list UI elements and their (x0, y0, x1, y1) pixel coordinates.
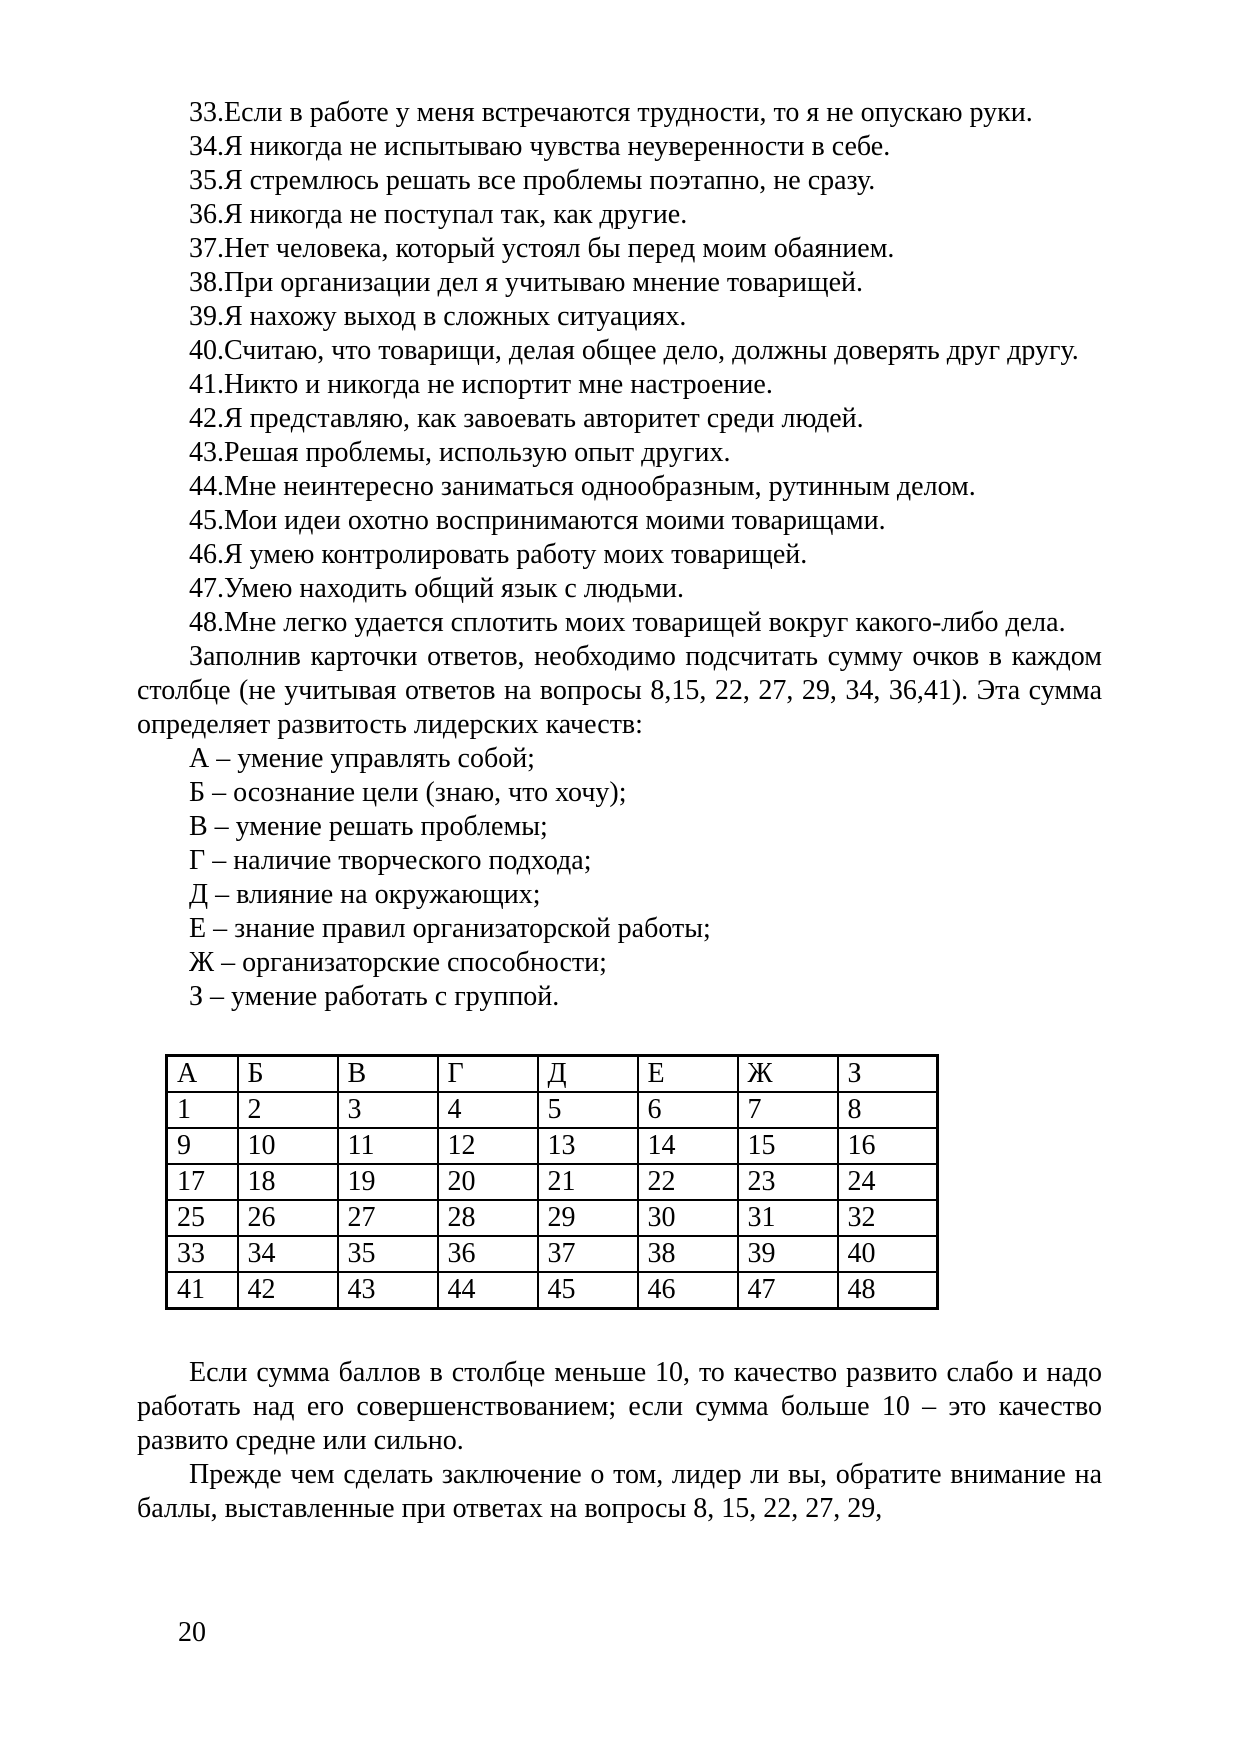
table-cell: 43 (338, 1272, 438, 1309)
table-cell: 3 (338, 1092, 438, 1128)
scoring-intro-paragraph: Заполнив карточки ответов, необходимо подсчитать сумму очков в каждом столбце (не учитывая ответов на вопросы 8,15, 22, 27, 29, 34, 36,41). Эта сумма определяет развитость лидерских качеств: (137, 641, 1102, 740)
table-header-cell: Е (638, 1056, 738, 1093)
table-header-cell: В (338, 1056, 438, 1093)
table-cell: 17 (167, 1164, 238, 1200)
question-text: Решая проблемы, использую опыт других. (224, 437, 731, 468)
question-item (137, 164, 1102, 198)
qualities-list (137, 742, 1102, 1014)
question-text: Я умею контролировать работу моих товарищей. (224, 539, 808, 570)
quality-item: Ж – организаторские способности; (189, 947, 607, 978)
table-cell: 10 (238, 1128, 338, 1164)
page-number: 20 (178, 1617, 206, 1648)
table-cell: 18 (238, 1164, 338, 1200)
question-number: 43. (189, 437, 224, 468)
question-item (137, 606, 1102, 640)
question-item (137, 368, 1102, 402)
table-cell: 24 (838, 1164, 938, 1200)
question-number: 34. (189, 131, 224, 162)
table-cell: 23 (738, 1164, 838, 1200)
question-item (137, 402, 1102, 436)
quality-item: Д – влияние на окружающих; (189, 879, 541, 910)
table-cell: 4 (438, 1092, 538, 1128)
table-cell: 21 (538, 1164, 638, 1200)
table-cell: 16 (838, 1128, 938, 1164)
table-cell: 9 (167, 1128, 238, 1164)
question-number: 33. (189, 97, 224, 128)
table-header-cell: З (838, 1056, 938, 1093)
question-number: 37. (189, 233, 224, 264)
table-header-cell: Б (238, 1056, 338, 1093)
question-text: Мои идеи охотно воспринимаются моими товарищами. (224, 505, 886, 536)
table-cell: 31 (738, 1200, 838, 1236)
table-cell: 41 (167, 1272, 238, 1309)
table-header-cell: Ж (738, 1056, 838, 1093)
question-item (137, 266, 1102, 300)
table-cell: 40 (838, 1236, 938, 1272)
conclusion-paragraph-2: Прежде чем сделать заключение о том, лидер ли вы, обратите внимание на баллы, выставленные при ответах на вопросы 8, 15, 22, 27, 29, (137, 1459, 1102, 1524)
question-text: Я никогда не испытываю чувства неуверенности в себе. (224, 131, 891, 162)
table-header-cell: Д (538, 1056, 638, 1093)
table-cell: 6 (638, 1092, 738, 1128)
table-row (167, 1200, 938, 1236)
question-text: Я стремлюсь решать все проблемы поэтапно, не сразу. (224, 165, 876, 196)
table-cell: 29 (538, 1200, 638, 1236)
question-item (137, 436, 1102, 470)
table-cell: 19 (338, 1164, 438, 1200)
table-row (167, 1272, 938, 1309)
question-text: При организации дел я учитываю мнение товарищей. (224, 267, 863, 298)
table-row (167, 1128, 938, 1164)
question-number: 48. (189, 607, 224, 638)
question-item (137, 470, 1102, 504)
table-header-cell: А (167, 1056, 238, 1093)
table-cell: 30 (638, 1200, 738, 1236)
table-row (167, 1236, 938, 1272)
table-cell: 39 (738, 1236, 838, 1272)
table-cell: 42 (238, 1272, 338, 1309)
question-item (137, 538, 1102, 572)
table-cell: 34 (238, 1236, 338, 1272)
question-text: Если в работе у меня встречаются трудности, то я не опускаю руки. (224, 97, 1033, 128)
table-row (167, 1092, 938, 1128)
question-text: Я нахожу выход в сложных ситуациях. (224, 301, 687, 332)
table-body (167, 1092, 938, 1309)
table-cell: 46 (638, 1272, 738, 1309)
question-item (137, 96, 1102, 130)
table-header-row (167, 1056, 938, 1093)
question-text: Нет человека, который устоял бы перед моим обаянием. (224, 233, 895, 264)
question-text: Никто и никогда не испортит мне настроение. (224, 369, 773, 400)
table-cell: 12 (438, 1128, 538, 1164)
table-cell: 26 (238, 1200, 338, 1236)
quality-item: З – умение работать с группой. (189, 981, 560, 1012)
table-cell: 7 (738, 1092, 838, 1128)
table-cell: 20 (438, 1164, 538, 1200)
table-cell: 33 (167, 1236, 238, 1272)
table-cell: 22 (638, 1164, 738, 1200)
table-cell: 35 (338, 1236, 438, 1272)
quality-item: В – умение решать проблемы; (189, 811, 548, 842)
question-text: Считаю, что товарищи, делая общее дело, должны доверять друг другу. (224, 335, 1079, 366)
page-content (137, 96, 1102, 1526)
question-number: 35. (189, 165, 224, 196)
question-item (137, 232, 1102, 266)
table-cell: 1 (167, 1092, 238, 1128)
question-number: 45. (189, 505, 224, 536)
question-text: Мне неинтересно заниматься однообразным, рутинным делом. (224, 471, 976, 502)
table-cell: 45 (538, 1272, 638, 1309)
question-number: 42. (189, 403, 224, 434)
question-item (137, 504, 1102, 538)
quality-item: А – умение управлять собой; (189, 743, 535, 774)
table-cell: 47 (738, 1272, 838, 1309)
table-cell: 28 (438, 1200, 538, 1236)
question-number: 46. (189, 539, 224, 570)
table-cell: 38 (638, 1236, 738, 1272)
question-item (137, 572, 1102, 606)
table-cell: 5 (538, 1092, 638, 1128)
question-item (137, 334, 1102, 368)
quality-item: Е – знание правил организаторской работы; (189, 913, 711, 944)
table-cell: 15 (738, 1128, 838, 1164)
table-cell: 2 (238, 1092, 338, 1128)
question-number: 38. (189, 267, 224, 298)
table-cell: 11 (338, 1128, 438, 1164)
question-number: 47. (189, 573, 224, 604)
question-text: Я представляю, как завоевать авторитет среди людей. (224, 403, 864, 434)
quality-item: Г – наличие творческого подхода; (189, 845, 592, 876)
conclusion-paragraph-1: Если сумма баллов в столбце меньше 10, то качество развито слабо и надо работать над его совершенствованием; если сумма больше 10 – это качество развито средне или сильно. (137, 1357, 1102, 1456)
question-number: 41. (189, 369, 224, 400)
question-number: 40. (189, 335, 224, 366)
table-cell: 13 (538, 1128, 638, 1164)
question-item (137, 130, 1102, 164)
score-table (165, 1054, 939, 1310)
question-text: Умею находить общий язык с людьми. (224, 573, 684, 604)
table-cell: 8 (838, 1092, 938, 1128)
question-text: Мне легко удается сплотить моих товарищей вокруг какого-либо дела. (224, 607, 1066, 638)
table-cell: 48 (838, 1272, 938, 1309)
table-row (167, 1164, 938, 1200)
question-item (137, 300, 1102, 334)
table-cell: 36 (438, 1236, 538, 1272)
table-cell: 14 (638, 1128, 738, 1164)
question-number: 44. (189, 471, 224, 502)
table-header-cell: Г (438, 1056, 538, 1093)
table-cell: 27 (338, 1200, 438, 1236)
question-text: Я никогда не поступал так, как другие. (224, 199, 688, 230)
question-item (137, 198, 1102, 232)
question-number: 39. (189, 301, 224, 332)
table-cell: 25 (167, 1200, 238, 1236)
table-cell: 37 (538, 1236, 638, 1272)
table-cell: 44 (438, 1272, 538, 1309)
questions-list (137, 96, 1102, 640)
question-number: 36. (189, 199, 224, 230)
table-cell: 32 (838, 1200, 938, 1236)
quality-item: Б – осознание цели (знаю, что хочу); (189, 777, 627, 808)
